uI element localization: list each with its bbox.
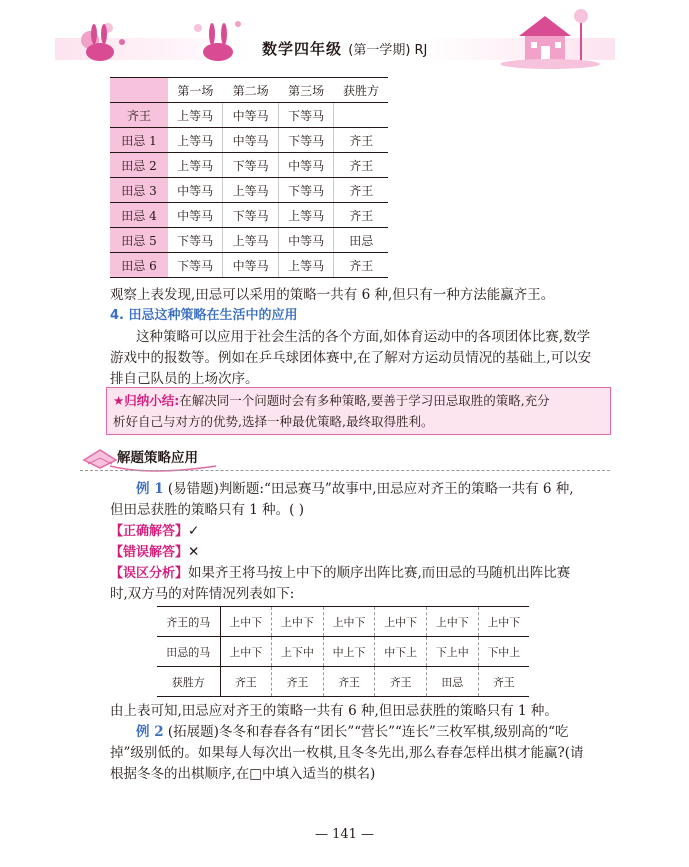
table-cell: 下上中 — [427, 637, 479, 667]
example-2-line: 掉”级别低的。如果每人每次出一枚棋,且冬冬先出,那么春春怎样出棋才能赢?(请 — [110, 745, 584, 761]
table-cell: 下等马 — [223, 153, 279, 178]
table-row — [110, 203, 388, 228]
table-row — [110, 128, 388, 153]
table-cell: 上中下 — [272, 607, 324, 637]
table-cell: 齐王 — [220, 667, 272, 697]
example-text: (易错题)判断题:“田忌赛马”故事中,田忌应对齐王的策略一共有 6 种, — [167, 481, 574, 497]
column-header: 第二场 — [223, 78, 279, 103]
table-cell: 齐王 — [334, 203, 388, 228]
table-cell: 中上下 — [323, 637, 375, 667]
row-label: 田忌 5 — [110, 228, 168, 253]
analysis-line — [110, 562, 570, 585]
table-cell: 上等马 — [223, 178, 279, 203]
table-cell: 上中下 — [220, 637, 272, 667]
section-divider — [80, 470, 610, 471]
row-label: 田忌 3 — [110, 178, 168, 203]
table-cell: 上等马 — [278, 253, 334, 278]
check-mark-icon: ✓ — [188, 523, 200, 539]
table-row — [110, 178, 388, 203]
example-2-line: 根据冬冬的出棋顺序,在□中填入适当的棋名) — [110, 766, 376, 782]
observation-text: 观察上表发现,田忌可以采用的策略一共有 6 种,但只有一种方法能赢齐王。 — [110, 287, 555, 303]
table-cell: 齐王 — [334, 128, 388, 153]
example-text: (拓展题)冬冬和春春各有“团长”“营长”“连长”三枚军棋,级别高的“吃 — [167, 724, 569, 740]
table-cell: 中等马 — [278, 228, 334, 253]
table-row — [110, 103, 388, 128]
section-title: 解题策略应用 — [117, 450, 198, 466]
book-title: 数学四年级 (第一学期) RJ — [262, 40, 428, 58]
column-header: 获胜方 — [334, 78, 388, 103]
analysis-text: 如果齐王将马按上中下的顺序出阵比赛,而田忌的马随机出阵比赛 — [188, 565, 571, 581]
analysis-line: 时,双方马的对阵情况列表如下: — [110, 586, 295, 602]
table-row — [110, 153, 388, 178]
example-label: 例 1 — [136, 481, 164, 497]
table-cell: 上等马 — [168, 153, 223, 178]
example-1-line — [136, 478, 574, 500]
table-cell: 下等马 — [168, 228, 223, 253]
column-header: 第一场 — [168, 78, 223, 103]
table-cell: 中下上 — [375, 637, 427, 667]
page-header — [0, 0, 689, 80]
table-corner-cell — [110, 78, 168, 103]
table-cell: 下等马 — [278, 103, 334, 128]
table-cell: 中等马 — [223, 103, 279, 128]
table-cell: 上中下 — [375, 607, 427, 637]
table-cell: 中等马 — [168, 178, 223, 203]
summary-label: ★归纳小结: — [113, 393, 180, 408]
page-number: — 141 — — [314, 827, 375, 842]
table-cell: 下中上 — [478, 637, 529, 667]
table-cell: 下等马 — [278, 178, 334, 203]
column-header: 第三场 — [278, 78, 334, 103]
decorative-house-icon — [495, 4, 605, 70]
table-cell: 下等马 — [223, 203, 279, 228]
conclusion-text: 由上表可知,田忌应对齐王的策略一共有 6 种,但田忌获胜的策略只有 1 种。 — [110, 703, 558, 719]
table-cell: 上中下 — [478, 607, 529, 637]
cross-mark-icon: ✕ — [188, 544, 200, 560]
table-cell: 中等马 — [223, 253, 279, 278]
answer-label: 【错误解答】 — [110, 545, 189, 560]
table-cell: 下等马 — [168, 253, 223, 278]
table-cell: 上中下 — [220, 607, 272, 637]
table-row — [110, 253, 388, 278]
table-cell: 上等马 — [168, 128, 223, 153]
row-label: 田忌 2 — [110, 153, 168, 178]
table-cell: 齐王 — [272, 667, 324, 697]
summary-box — [106, 387, 611, 435]
table-cell: 上下中 — [272, 637, 324, 667]
matchup-table — [157, 606, 529, 697]
table-cell: 下等马 — [278, 128, 334, 153]
table-cell: 中等马 — [168, 203, 223, 228]
example-1-line: 但田忌获胜的策略只有 1 种。( ) — [110, 502, 304, 518]
row-label: 获胜方 — [157, 667, 220, 697]
row-label: 田忌 4 — [110, 203, 168, 228]
row-label: 齐王的马 — [157, 607, 220, 637]
table-cell: 上等马 — [168, 103, 223, 128]
row-label: 田忌的马 — [157, 637, 220, 667]
table-cell: 齐王 — [375, 667, 427, 697]
paragraph-line: 排自己队员的上场次序。 — [110, 371, 259, 387]
row-label: 田忌 1 — [110, 128, 168, 153]
table-row — [157, 667, 529, 697]
table-cell: 上等马 — [223, 228, 279, 253]
analysis-label: 【误区分析】 — [110, 566, 189, 581]
table-row — [157, 637, 529, 667]
row-label: 齐王 — [110, 103, 168, 128]
summary-text: 析好自己与对方的优势,选择一种最优策略,最终取得胜利。 — [113, 414, 434, 429]
table-cell: 上中下 — [427, 607, 479, 637]
table-cell: 齐王 — [334, 253, 388, 278]
table-cell: 上等马 — [278, 203, 334, 228]
table-cell: 田忌 — [334, 228, 388, 253]
table-cell — [334, 103, 388, 128]
paragraph-line: 这种策略可以应用于社会生活的各个方面,如体育运动中的各项团体比赛,数学 — [136, 329, 591, 345]
table-row — [110, 228, 388, 253]
wrong-answer — [110, 541, 199, 564]
table-cell: 中等马 — [278, 153, 334, 178]
table-header-row — [110, 78, 388, 103]
table-cell: 上中下 — [323, 607, 375, 637]
table-cell: 中等马 — [223, 128, 279, 153]
table-cell: 田忌 — [427, 667, 479, 697]
paragraph-line: 游戏中的报数等。例如在乒乓球团体赛中,在了解对方运动员情况的基础上,可以安 — [110, 350, 592, 366]
section-heading-4: 4. 田忌这种策略在生活中的应用 — [110, 308, 298, 323]
example-label: 例 2 — [136, 724, 164, 740]
answer-label: 【正确解答】 — [110, 524, 189, 539]
table-cell: 齐王 — [323, 667, 375, 697]
correct-answer — [110, 520, 199, 543]
decorative-rabbits-icon — [78, 8, 248, 68]
tianji-strategy-table — [110, 77, 388, 278]
row-label: 田忌 6 — [110, 253, 168, 278]
table-cell: 齐王 — [478, 667, 529, 697]
table-cell: 齐王 — [334, 153, 388, 178]
example-2-line — [136, 721, 569, 743]
table-row — [157, 607, 529, 637]
summary-text: 在解决同一个问题时会有多种策略,要善于学习田忌取胜的策略,充分 — [179, 393, 550, 408]
table-cell: 齐王 — [334, 178, 388, 203]
